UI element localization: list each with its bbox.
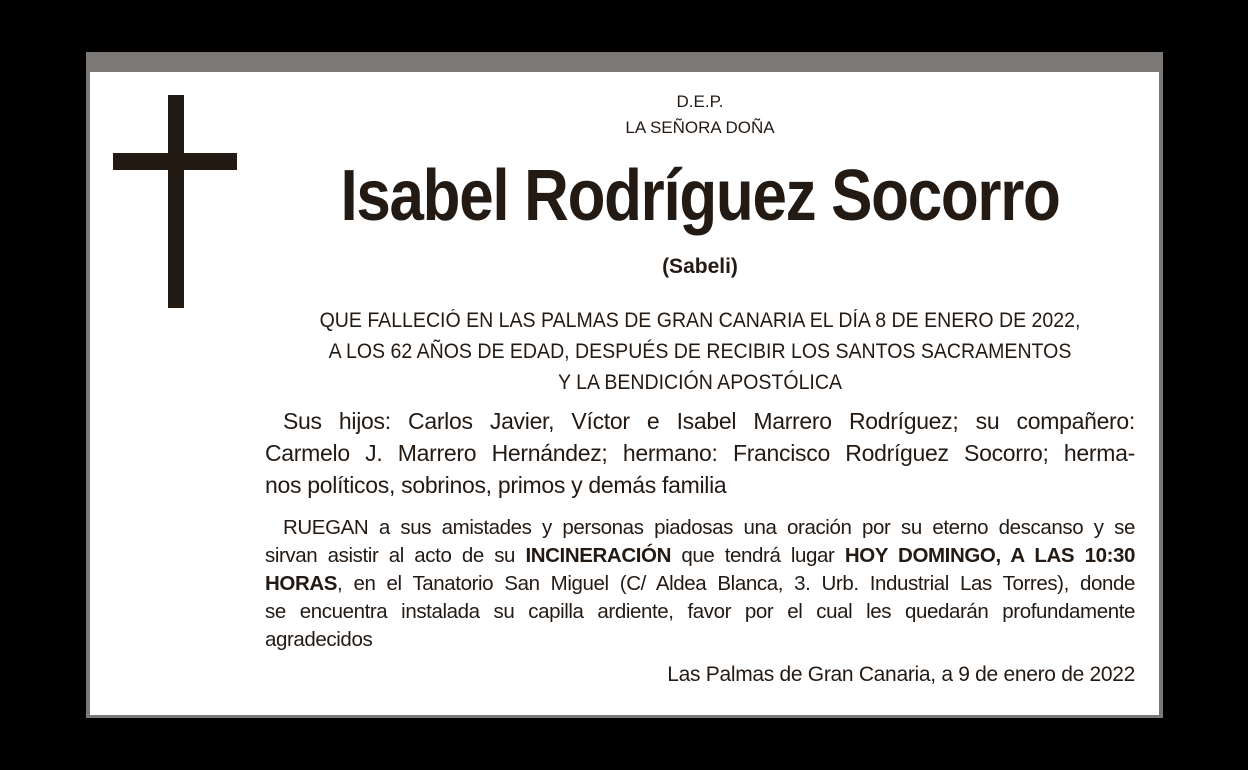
death-notice-line: Y LA BENDICIÓN APOSTÓLICA <box>557 371 842 394</box>
place-date-signoff: Las Palmas de Gran Canaria, a 9 de enero de 2022 <box>667 663 1135 686</box>
ruegan-text: sirvan asistir al acto de su <box>265 544 526 567</box>
cross-horizontal-beam <box>113 153 237 170</box>
ruegan-text: , en el Tanatorio San Miguel (C/ Aldea Blanca, 3. Urb. Industrial Las Torres), donde <box>337 572 1135 595</box>
top-border-bar <box>90 52 1159 72</box>
ruegan-text: que tendrá lugar <box>670 544 845 567</box>
family-line: Sus hijos: Carlos Javier, Víctor e Isabel Marrero Rodríguez; su compañero: <box>283 408 1135 434</box>
ceremony-type: INCINERACIÓN <box>525 544 671 567</box>
deceased-name: Isabel Rodríguez Socorro <box>340 156 1060 236</box>
ruegan-paragraph <box>265 514 1135 654</box>
family-line: Carmelo J. Marrero Hernández; hermano: Francisco Rodríguez Socorro; herma- <box>265 440 1135 466</box>
death-notice <box>295 305 1104 398</box>
ruegan-line: agradecidos <box>265 628 373 651</box>
obituary-card <box>86 52 1163 718</box>
family-paragraph <box>265 405 1135 501</box>
death-notice-line: QUE FALLECIÓ EN LAS PALMAS DE GRAN CANARIA EL DÍA 8 DE ENERO DE 2022, <box>319 309 1081 332</box>
ruegan-line <box>265 570 1135 598</box>
cross-vertical-beam <box>168 95 184 308</box>
dep-label: D.E.P. <box>676 92 724 111</box>
ruegan-line <box>265 542 1135 570</box>
deceased-nickname: (Sabeli) <box>662 255 738 278</box>
ceremony-time-hours: HORAS <box>265 572 338 595</box>
ceremony-time: HOY DOMINGO, A LAS 10:30 <box>844 544 1135 567</box>
ruegan-line: se encuentra instalada su capilla ardiente, favor por el cual les quedarán profundamente <box>265 600 1135 623</box>
title-line: LA SEÑORA DOÑA <box>625 118 775 137</box>
death-notice-line: A LOS 62 AÑOS DE EDAD, DESPUÉS DE RECIBIR LOS SANTOS SACRAMENTOS <box>328 340 1072 363</box>
family-line: nos políticos, sobrinos, primos y demás familia <box>265 472 727 498</box>
ruegan-line: RUEGAN a sus amistades y personas piadosas una oración por su eterno descanso y se <box>283 516 1135 539</box>
